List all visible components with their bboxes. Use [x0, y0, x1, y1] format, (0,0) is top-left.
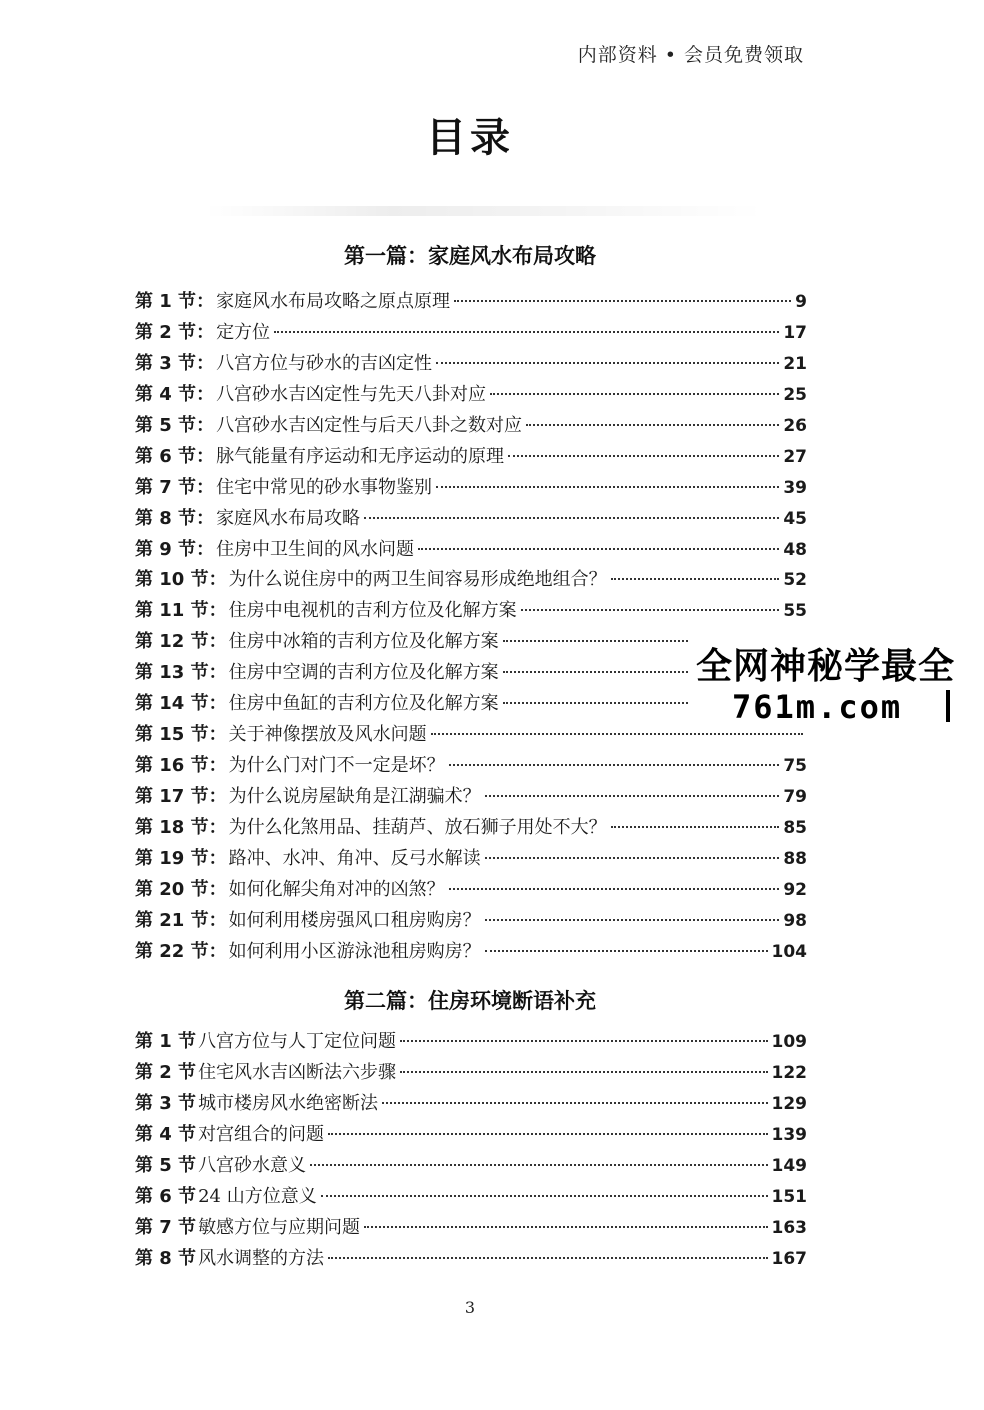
- toc-entry[interactable]: [135, 535, 807, 566]
- toc-entry[interactable]: [135, 442, 807, 473]
- watermark-bar: [946, 690, 950, 722]
- toc-entry-leader: [526, 424, 779, 426]
- page-number: 3: [464, 1298, 476, 1317]
- toc-entry-page: 85: [783, 817, 807, 838]
- toc-entry-leader: [521, 609, 780, 611]
- toc-entry-separator: ：: [208, 909, 227, 931]
- toc-entry-title: 家庭风水布局攻略之原点原理: [216, 291, 451, 312]
- toc-entry-page: 104: [771, 941, 807, 962]
- toc-entry-label: 第 13 节: [135, 662, 209, 684]
- toc-entry[interactable]: [135, 906, 807, 937]
- toc-entry-label: 第 8 节: [135, 1247, 197, 1269]
- toc-entry-separator: ：: [196, 321, 215, 343]
- toc-entry[interactable]: [135, 349, 807, 380]
- toc-entry-separator: ：: [196, 352, 215, 374]
- toc-entry[interactable]: [135, 1182, 807, 1213]
- toc-entry-page: 163: [771, 1217, 807, 1238]
- toc-entry-label: 第 3 节: [135, 352, 197, 374]
- toc-entry-label: 第 1 节: [135, 1031, 197, 1052]
- toc-entry[interactable]: [135, 565, 807, 596]
- toc-entry-page: 151: [771, 1186, 807, 1207]
- watermark-text: 全网神秘学最全: [696, 646, 956, 687]
- toc-entry-title: 关于神像摆放及风水问题: [228, 724, 427, 746]
- toc-entry-page: 79: [783, 787, 807, 807]
- toc-entry-title: 住宅中常见的砂水事物鉴别: [216, 476, 433, 498]
- toc-entry-page: 129: [771, 1093, 807, 1114]
- toc-entry-title: 如何利用小区游泳池租房购房？: [228, 940, 481, 962]
- toc-entry[interactable]: [135, 1151, 807, 1182]
- toc-entry[interactable]: [135, 751, 807, 782]
- toc-entry-leader: [328, 1257, 767, 1259]
- toc-entry-label: 第 9 节: [135, 538, 197, 560]
- toc-entry-title: 如何化解尖角对冲的凶煞？: [228, 878, 445, 900]
- toc-entry-title: 八宫砂水吉凶定性与先天八卦对应: [216, 383, 487, 405]
- toc-entry-leader: [400, 1071, 767, 1073]
- toc-part-2: [135, 1027, 807, 1275]
- toc-entry-label: 第 20 节: [135, 878, 209, 900]
- toc-entry-label: 第 6 节: [135, 1185, 197, 1207]
- toc-entry[interactable]: [135, 1089, 807, 1120]
- toc-entry-leader: [400, 1040, 767, 1042]
- toc-entry-title: 住房中卫生间的风水问题: [216, 538, 415, 560]
- toc-entry-separator: ：: [196, 414, 215, 436]
- toc-entry-label: 第 18 节: [135, 816, 209, 838]
- toc-entry-leader: [449, 764, 780, 766]
- toc-entry-title: 为什么说住房中的两卫生间容易形成绝地组合？: [228, 569, 607, 591]
- toc-entry-title: 24 山方位意义: [198, 1185, 317, 1207]
- toc-entry-separator: ：: [196, 476, 215, 498]
- toc-entry-leader: [328, 1133, 767, 1135]
- toc-entry[interactable]: [135, 875, 807, 906]
- toc-part-1: [135, 287, 807, 968]
- toc-entry-label: 第 19 节: [135, 847, 209, 869]
- part-1-title: 第一篇：家庭风水布局攻略: [344, 244, 596, 268]
- toc-entry-page: 52: [783, 570, 807, 591]
- toc-entry-label: 第 10 节: [135, 569, 209, 591]
- toc-entry-leader: [508, 455, 779, 457]
- toc-entry-separator: ：: [208, 755, 227, 777]
- toc-entry-page: 48: [783, 539, 807, 560]
- toc-entry-page: 25: [783, 384, 807, 405]
- toc-entry-leader: [449, 888, 780, 890]
- toc-entry-title: 八宫方位与人丁定位问题: [198, 1031, 397, 1052]
- toc-entry-title: 为什么说房屋缺角是江湖骗术？: [228, 786, 481, 807]
- toc-entry-label: 第 7 节: [135, 1216, 197, 1238]
- toc-entry[interactable]: [135, 1244, 807, 1275]
- toc-entry-title: 风水调整的方法: [198, 1247, 325, 1269]
- toc-entry-page: 167: [771, 1248, 807, 1269]
- toc-entry[interactable]: [135, 813, 807, 844]
- toc-entry-title: 家庭风水布局攻略: [216, 507, 361, 529]
- toc-entry-title: 八宫方位与砂水的吉凶定性: [216, 352, 433, 374]
- toc-entry-leader: [364, 517, 779, 519]
- toc-entry-page: 39: [783, 477, 807, 498]
- toc-entry-page: 27: [783, 446, 807, 467]
- toc-entry-title: 城市楼房风水绝密断法: [198, 1092, 379, 1114]
- toc-entry-separator: ：: [196, 507, 215, 529]
- toc-entry-page: 98: [783, 910, 807, 931]
- toc-entry-separator: ：: [208, 693, 227, 715]
- toc-entry-label: 第 5 节: [135, 1154, 197, 1176]
- toc-entry-separator: ：: [196, 383, 215, 405]
- toc-entry-title: 住房中冰箱的吉利方位及化解方案: [228, 631, 499, 653]
- toc-entry[interactable]: [135, 1027, 807, 1058]
- toc-entry[interactable]: [135, 1120, 807, 1151]
- toc-entry-leader: [431, 733, 803, 735]
- toc-entry[interactable]: [135, 411, 807, 442]
- toc-entry-label: 第 8 节: [135, 507, 197, 529]
- toc-entry-page: 88: [783, 848, 807, 869]
- toc-entry-page: 122: [771, 1062, 807, 1083]
- toc-entry-page: 45: [783, 508, 807, 529]
- toc-entry-separator: ：: [208, 878, 227, 900]
- toc-entry-title: 住房中空调的吉利方位及化解方案: [228, 662, 499, 684]
- watermark: [688, 632, 984, 732]
- toc-entry-separator: ：: [208, 662, 227, 684]
- toc-entry-page: 149: [771, 1155, 807, 1176]
- toc-entry-leader: [490, 393, 779, 395]
- toc-entry-page: 26: [783, 415, 807, 436]
- toc-entry-leader: [611, 826, 780, 828]
- part-2-title: 第二篇：住房环境断语补充: [344, 989, 596, 1013]
- toc-entry-leader: [485, 919, 780, 921]
- toc-entry-leader: [321, 1195, 768, 1197]
- toc-entry-leader: [310, 1164, 767, 1166]
- toc-entry[interactable]: [135, 504, 807, 535]
- toc-entry-separator: ：: [208, 569, 227, 591]
- toc-entry-label: 第 7 节: [135, 476, 197, 498]
- toc-entry[interactable]: [135, 937, 807, 968]
- toc-entry[interactable]: [135, 1058, 807, 1089]
- toc-entry-page: 17: [783, 322, 807, 343]
- toc-entry-label: 第 4 节: [135, 1123, 197, 1145]
- toc-entry-title: 住宅风水吉凶断法六步骤: [198, 1061, 397, 1083]
- toc-entry-leader: [485, 857, 780, 859]
- toc-entry-title: 敏感方位与应期问题: [198, 1216, 361, 1238]
- toc-entry-separator: ：: [208, 940, 227, 962]
- toc-entry-page: 92: [783, 879, 807, 900]
- toc-entry[interactable]: [135, 596, 807, 627]
- toc-entry-label: 第 21 节: [135, 909, 209, 931]
- toc-entry-leader: [418, 548, 779, 550]
- toc-entry-title: 八宫砂水吉凶定性与后天八卦之数对应: [216, 414, 523, 436]
- toc-entry-page: 139: [771, 1124, 807, 1145]
- toc-entry-label: 第 6 节: [135, 445, 197, 467]
- toc-entry-leader: [436, 362, 779, 364]
- toc-entry-title: 定方位: [216, 321, 271, 343]
- toc-entry-label: 第 4 节: [135, 383, 197, 405]
- toc-entry-separator: ：: [196, 445, 215, 467]
- toc-entry-title: 八宫砂水意义: [198, 1154, 307, 1176]
- toc-entry-page: 75: [783, 756, 807, 777]
- toc-entry-title: 为什么门对门不一定是坏？: [228, 755, 445, 777]
- header-note: 内部资料 • 会员免费领取: [577, 44, 804, 66]
- toc-entry-title: 为什么化煞用品、挂葫芦、放石狮子用处不大？: [228, 816, 607, 838]
- toc-entry-label: 第 2 节: [135, 1061, 197, 1083]
- toc-entry-leader: [485, 950, 768, 952]
- toc-entry-leader: [485, 795, 780, 797]
- toc-entry-label: 第 3 节: [135, 1092, 197, 1114]
- toc-entry[interactable]: [135, 287, 807, 318]
- toc-entry-leader: [454, 300, 791, 302]
- toc-entry[interactable]: [135, 1213, 807, 1244]
- toc-entry-label: 第 11 节: [135, 600, 209, 622]
- toc-entry-leader: [436, 486, 779, 488]
- toc-entry-leader: [382, 1102, 767, 1104]
- toc-entry-label: 第 22 节: [135, 940, 209, 962]
- toc-entry-label: 第 14 节: [135, 693, 209, 715]
- toc-entry-separator: ：: [208, 631, 227, 653]
- toc-entry-separator: ：: [208, 600, 227, 622]
- toc-entry-label: 第 17 节: [135, 786, 209, 807]
- toc-entry-separator: ：: [196, 538, 215, 560]
- toc-entry-title: 住房中电视机的吉利方位及化解方案: [228, 600, 517, 622]
- watermark-url: 761m.com: [732, 688, 903, 726]
- toc-entry[interactable]: [135, 473, 807, 504]
- toc-entry-title: 对宫组合的问题: [198, 1123, 325, 1145]
- toc-entry[interactable]: [135, 782, 807, 813]
- toc-entry-separator: ：: [208, 724, 227, 746]
- toc-entry[interactable]: [135, 844, 807, 875]
- faint-bleed-line: [205, 206, 765, 216]
- toc-entry-separator: ：: [208, 847, 227, 869]
- toc-entry[interactable]: [135, 318, 807, 349]
- toc-entry-separator: ：: [208, 786, 227, 807]
- toc-entry-title: 路冲、水冲、角冲、反弓水解读: [228, 847, 481, 869]
- toc-entry-label: 第 2 节: [135, 321, 197, 343]
- toc-entry-page: 9: [795, 292, 807, 312]
- toc-entry-title: 住房中鱼缸的吉利方位及化解方案: [228, 693, 499, 715]
- toc-entry-label: 第 15 节: [135, 724, 209, 746]
- toc-entry-page: 21: [783, 353, 807, 374]
- toc-entry-title: 脉气能量有序运动和无序运动的原理: [216, 445, 505, 467]
- toc-entry-label: 第 5 节: [135, 414, 197, 436]
- page-title: 目录: [426, 115, 514, 161]
- toc-entry-separator: ：: [208, 816, 227, 838]
- toc-entry-leader: [364, 1226, 767, 1228]
- toc-entry-page: 109: [771, 1032, 807, 1052]
- toc-entry-leader: [274, 331, 779, 333]
- toc-entry-leader: [611, 578, 780, 580]
- toc-entry-separator: ：: [196, 291, 215, 312]
- toc-entry-label: 第 16 节: [135, 755, 209, 777]
- toc-entry-title: 如何利用楼房强风口租房购房？: [228, 909, 481, 931]
- toc-entry[interactable]: [135, 380, 807, 411]
- toc-entry-page: 55: [783, 601, 807, 622]
- toc-entry-label: 第 1 节: [135, 291, 197, 312]
- toc-entry-label: 第 12 节: [135, 631, 209, 653]
